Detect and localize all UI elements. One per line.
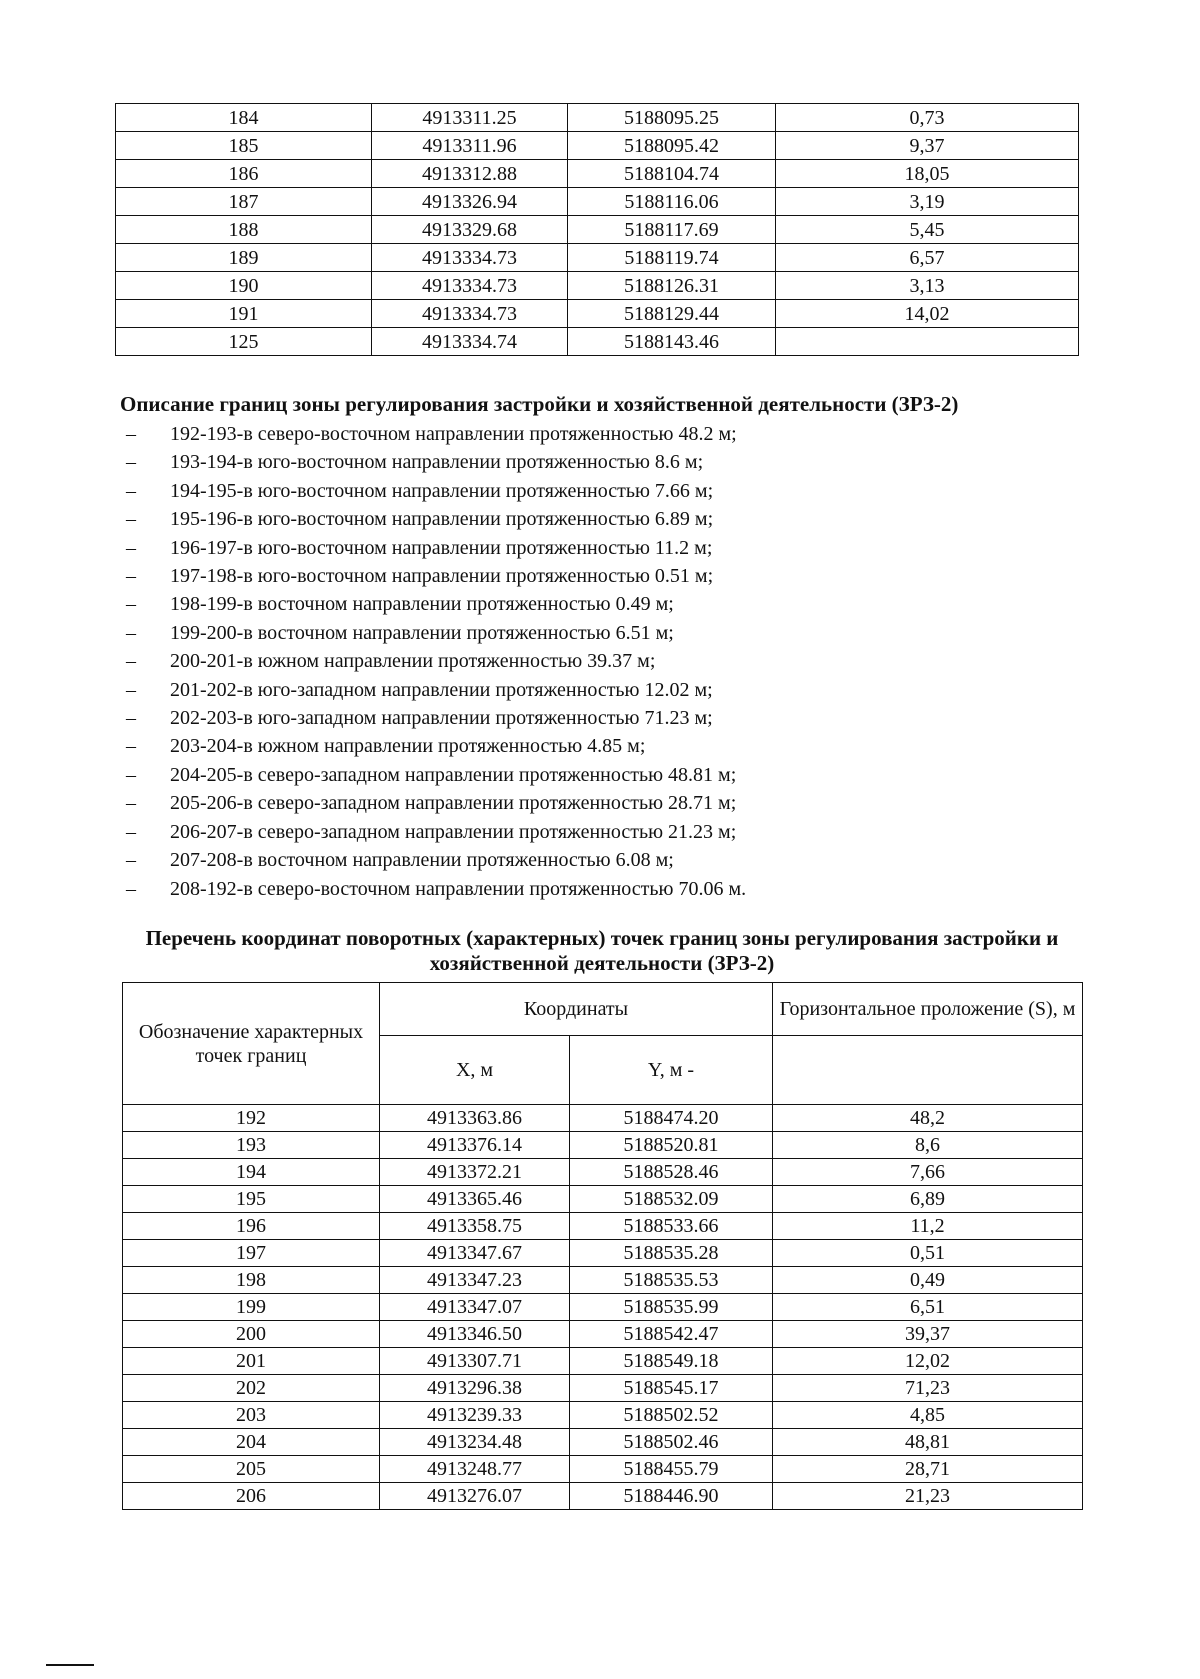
list-item — [126, 704, 1086, 732]
table-cell: 202 — [123, 1375, 380, 1402]
table-cell: 4913312.88 — [372, 160, 568, 188]
table-cell: 5188116.06 — [568, 188, 776, 216]
table-cell: 5188528.46 — [570, 1159, 773, 1186]
list-item-text: 206-207-в северо-западном направлении протяженностью 21.23 м; — [170, 820, 737, 843]
table-cell: 4913234.48 — [380, 1429, 570, 1456]
list-item — [126, 789, 1086, 817]
table-cell: 4913376.14 — [380, 1132, 570, 1159]
list-item-text: 203-204-в южном направлении протяженностью 4.85 м; — [170, 735, 646, 758]
list-dash: – — [126, 565, 136, 588]
table-cell: 6,89 — [773, 1186, 1083, 1213]
table-cell: 196 — [123, 1213, 380, 1240]
table-cell: 9,37 — [776, 132, 1079, 160]
table-cell: 4913248.77 — [380, 1456, 570, 1483]
table-cell: 199 — [123, 1294, 380, 1321]
table-cell: 7,66 — [773, 1159, 1083, 1186]
boundary-description-list — [126, 420, 1086, 903]
list-dash: – — [126, 536, 136, 559]
table-cell: 5188129.44 — [568, 300, 776, 328]
list-item-text: 197-198-в юго-восточном направлении протяженностью 0.51 м; — [170, 565, 714, 588]
table-cell: 201 — [123, 1348, 380, 1375]
list-item — [126, 647, 1086, 675]
table-cell: 5188455.79 — [570, 1456, 773, 1483]
table-row — [123, 1240, 1083, 1267]
table-cell: 187 — [116, 188, 372, 216]
table-cell: 192 — [123, 1105, 380, 1132]
table-cell: 5188502.46 — [570, 1429, 773, 1456]
table-cell: 204 — [123, 1429, 380, 1456]
table-cell — [776, 328, 1079, 356]
table-cell: 4913365.46 — [380, 1186, 570, 1213]
table-cell: 0,73 — [776, 104, 1079, 132]
table-cell: 5188117.69 — [568, 216, 776, 244]
list-item — [126, 732, 1086, 760]
list-item — [126, 420, 1086, 448]
list-item-text: 195-196-в юго-восточном направлении протяженностью 6.89 м; — [170, 508, 714, 531]
table-cell: 0,49 — [773, 1267, 1083, 1294]
page-mark-line — [46, 1664, 94, 1666]
coordinates-table — [122, 982, 1083, 1510]
table-cell: 205 — [123, 1456, 380, 1483]
list-item — [126, 448, 1086, 476]
table-cell: 4913363.86 — [380, 1105, 570, 1132]
table-cell: 4913334.73 — [372, 272, 568, 300]
table-cell: 5188126.31 — [568, 272, 776, 300]
list-dash: – — [126, 735, 136, 758]
table-cell: 4913334.74 — [372, 328, 568, 356]
list-item-text: 192-193-в северо-восточном направлении протяженностью 48.2 м; — [170, 423, 737, 445]
table-cell: 197 — [123, 1240, 380, 1267]
description-heading: Описание границ зоны регулирования застройки и хозяйственной деятельности (ЗРЗ-2) — [120, 392, 959, 416]
table-cell: 189 — [116, 244, 372, 272]
table-cell: 5188474.20 — [570, 1105, 773, 1132]
header-y: Y, м - — [570, 1036, 773, 1105]
list-item-text: 194-195-в юго-восточном направлении протяженностью 7.66 м; — [170, 479, 714, 502]
table-cell: 203 — [123, 1402, 380, 1429]
table-row — [116, 244, 1079, 272]
table-cell: 5188095.25 — [568, 104, 776, 132]
list-dash: – — [126, 621, 136, 644]
header-coordinates: Координаты — [380, 983, 773, 1036]
list-dash: – — [126, 423, 136, 445]
table-cell: 4913347.07 — [380, 1294, 570, 1321]
table-cell: 5188535.28 — [570, 1240, 773, 1267]
table-cell: 194 — [123, 1159, 380, 1186]
header-distance: Горизонтальное проложение (S), м — [773, 983, 1083, 1036]
list-dash: – — [126, 877, 136, 900]
table-cell: 5188143.46 — [568, 328, 776, 356]
list-dash: – — [126, 792, 136, 815]
list-item — [126, 619, 1086, 647]
table-cell: 193 — [123, 1132, 380, 1159]
table-cell: 200 — [123, 1321, 380, 1348]
list-item — [126, 562, 1086, 590]
table-row — [116, 216, 1079, 244]
table-cell: 4913358.75 — [380, 1213, 570, 1240]
table-cell: 5188502.52 — [570, 1402, 773, 1429]
table-cell: 188 — [116, 216, 372, 244]
table-cell: 3,19 — [776, 188, 1079, 216]
table-row — [116, 160, 1079, 188]
table-cell: 8,6 — [773, 1132, 1083, 1159]
list-item-text: 207-208-в восточном направлении протяженностью 6.08 м; — [170, 849, 674, 872]
table-cell: 14,02 — [776, 300, 1079, 328]
table-row — [123, 1132, 1083, 1159]
table-cell: 21,23 — [773, 1483, 1083, 1510]
table-row — [116, 272, 1079, 300]
header-distance-empty — [773, 1036, 1083, 1105]
table-cell: 3,13 — [776, 272, 1079, 300]
table-cell: 5188549.18 — [570, 1348, 773, 1375]
table-cell: 4913239.33 — [380, 1402, 570, 1429]
table-row — [123, 1321, 1083, 1348]
table-cell: 5188446.90 — [570, 1483, 773, 1510]
list-item — [126, 505, 1086, 533]
table-cell: 6,51 — [773, 1294, 1083, 1321]
list-dash: – — [126, 451, 136, 474]
table-row — [123, 1456, 1083, 1483]
table-cell: 5188542.47 — [570, 1321, 773, 1348]
table-row — [123, 1294, 1083, 1321]
table-cell: 198 — [123, 1267, 380, 1294]
table-cell: 5188533.66 — [570, 1213, 773, 1240]
list-item-text: 204-205-в северо-западном направлении протяженностью 48.81 м; — [170, 763, 737, 786]
table-cell: 5188532.09 — [570, 1186, 773, 1213]
list-item — [126, 534, 1086, 562]
header-designation: Обозначение характерных точек границ — [123, 983, 380, 1105]
header-x: X, м — [380, 1036, 570, 1105]
list-item-text: 198-199-в восточном направлении протяженностью 0.49 м; — [170, 593, 674, 616]
list-dash: – — [126, 707, 136, 730]
list-item — [126, 477, 1086, 505]
table-cell: 184 — [116, 104, 372, 132]
table-cell: 4913347.23 — [380, 1267, 570, 1294]
table-cell: 5188095.42 — [568, 132, 776, 160]
list-item-text: 205-206-в северо-западном направлении протяженностью 28.71 м; — [170, 792, 737, 815]
list-item-text: 196-197-в юго-восточном направлении протяженностью 11.2 м; — [170, 536, 713, 559]
list-item-text: 193-194-в юго-восточном направлении протяженностью 8.6 м; — [170, 451, 704, 474]
table-cell: 4,85 — [773, 1402, 1083, 1429]
list-item-text: 208-192-в северо-восточном направлении протяженностью 70.06 м. — [170, 877, 747, 900]
list-dash: – — [126, 678, 136, 701]
list-dash: – — [126, 849, 136, 872]
table-cell: 4913311.25 — [372, 104, 568, 132]
table-cell: 0,51 — [773, 1240, 1083, 1267]
table-cell: 206 — [123, 1483, 380, 1510]
table-cell: 5188104.74 — [568, 160, 776, 188]
table-row — [123, 1348, 1083, 1375]
table-cell: 195 — [123, 1186, 380, 1213]
table-cell: 5,45 — [776, 216, 1079, 244]
table-cell: 11,2 — [773, 1213, 1083, 1240]
table-row — [116, 300, 1079, 328]
table-row — [123, 1375, 1083, 1402]
table-cell: 125 — [116, 328, 372, 356]
table-cell: 186 — [116, 160, 372, 188]
table-cell: 4913276.07 — [380, 1483, 570, 1510]
coordinates-table-header — [123, 983, 1083, 1105]
table-row — [116, 188, 1079, 216]
table-cell: 4913329.68 — [372, 216, 568, 244]
top-coordinates-table — [115, 103, 1079, 356]
table-cell: 5188119.74 — [568, 244, 776, 272]
list-dash: – — [126, 593, 136, 616]
coordinates-table-body — [123, 1105, 1083, 1510]
table-cell: 48,81 — [773, 1429, 1083, 1456]
table-cell: 4913334.73 — [372, 244, 568, 272]
table-row — [123, 1267, 1083, 1294]
table-row — [123, 1483, 1083, 1510]
list-item-text: 200-201-в южном направлении протяженностью 39.37 м; — [170, 650, 656, 673]
table-row — [123, 1429, 1083, 1456]
table-row — [123, 1213, 1083, 1240]
top-table-body — [116, 104, 1079, 356]
table-cell: 4913311.96 — [372, 132, 568, 160]
table-cell: 5188520.81 — [570, 1132, 773, 1159]
list-item — [126, 846, 1086, 874]
table-cell: 6,57 — [776, 244, 1079, 272]
list-dash: – — [126, 650, 136, 673]
table-row — [123, 1159, 1083, 1186]
list-dash: – — [126, 508, 136, 531]
list-item — [126, 761, 1086, 789]
table-cell: 28,71 — [773, 1456, 1083, 1483]
list-dash: – — [126, 479, 136, 502]
list-item-text: 199-200-в восточном направлении протяженностью 6.51 м; — [170, 621, 674, 644]
table-row — [123, 1402, 1083, 1429]
table-row — [116, 104, 1079, 132]
table-cell: 48,2 — [773, 1105, 1083, 1132]
list-item — [126, 590, 1086, 618]
table-cell: 185 — [116, 132, 372, 160]
list-item — [126, 875, 1086, 903]
list-item-text: 202-203-в юго-западном направлении протяженностью 71.23 м; — [170, 707, 713, 730]
table-cell: 4913307.71 — [380, 1348, 570, 1375]
table-cell: 4913372.21 — [380, 1159, 570, 1186]
table-cell: 39,37 — [773, 1321, 1083, 1348]
list-dash: – — [126, 763, 136, 786]
table-cell: 5188535.99 — [570, 1294, 773, 1321]
table-cell: 12,02 — [773, 1348, 1083, 1375]
table-cell: 4913347.67 — [380, 1240, 570, 1267]
table-cell: 4913346.50 — [380, 1321, 570, 1348]
table-row — [116, 132, 1079, 160]
table-cell: 71,23 — [773, 1375, 1083, 1402]
list-dash: – — [126, 820, 136, 843]
list-item — [126, 676, 1086, 704]
table-cell: 191 — [116, 300, 372, 328]
list-item-text: 201-202-в юго-западном направлении протяженностью 12.02 м; — [170, 678, 713, 701]
table-cell: 4913334.73 — [372, 300, 568, 328]
table-row — [123, 1186, 1083, 1213]
table-cell: 5188535.53 — [570, 1267, 773, 1294]
coordinates-table-heading: Перечень координат поворотных (характерных) точек границ зоны регулирования застройки и хозяйственной деятельности (ЗРЗ-2) — [145, 926, 1059, 975]
table-cell: 18,05 — [776, 160, 1079, 188]
list-item — [126, 818, 1086, 846]
table-cell: 5188545.17 — [570, 1375, 773, 1402]
table-row — [123, 1105, 1083, 1132]
table-cell: 190 — [116, 272, 372, 300]
table-cell: 4913326.94 — [372, 188, 568, 216]
table-cell: 4913296.38 — [380, 1375, 570, 1402]
table-row — [116, 328, 1079, 356]
